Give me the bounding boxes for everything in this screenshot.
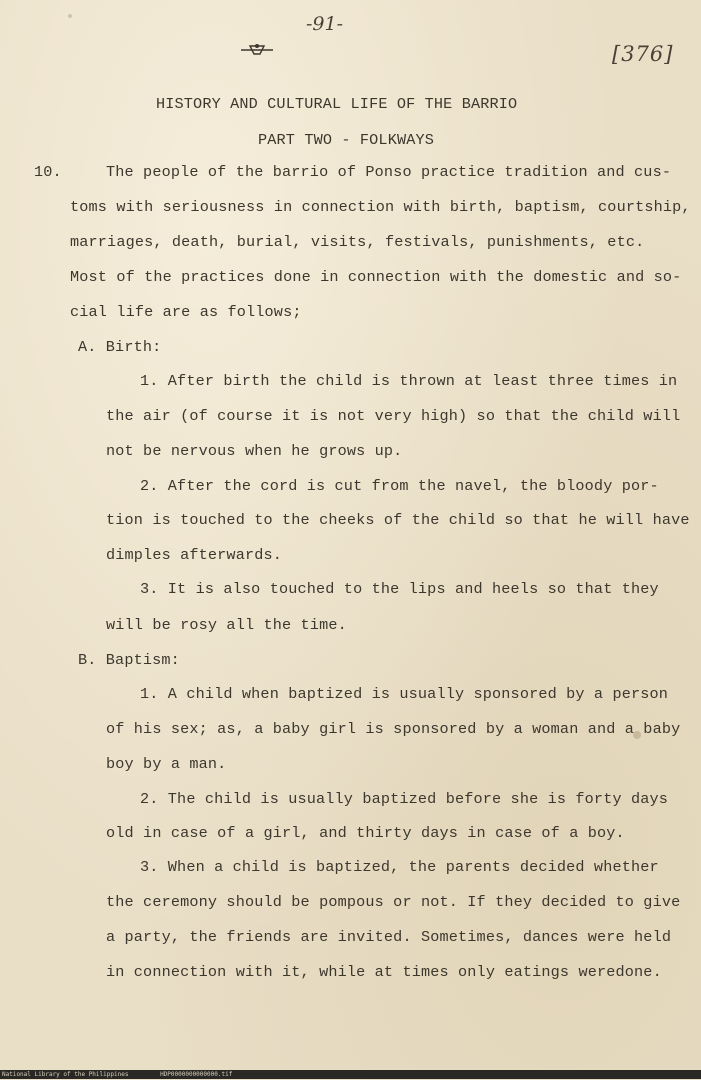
text-line: The people of the barrio of Ponso practice tradition and cus- bbox=[106, 163, 672, 181]
footer-file-id: HDP0000000000000.tif bbox=[160, 1071, 233, 1078]
text-line: tion is touched to the cheeks of the child so that he will have bbox=[106, 511, 690, 529]
text-line: marriages, death, burial, visits, festivals, punishments, etc. bbox=[70, 233, 645, 251]
ornament-icon bbox=[240, 42, 274, 56]
page-number: -91- bbox=[306, 13, 344, 35]
text-line: dimples afterwards. bbox=[106, 546, 283, 564]
text-line: Most of the practices done in connection with the domestic and so- bbox=[70, 268, 682, 286]
paragraph-number: 10. bbox=[34, 163, 62, 181]
text-line: of his sex; as, a baby girl is sponsored by a woman and a baby bbox=[106, 720, 681, 738]
section-heading-baptism: B. Baptism: bbox=[78, 651, 180, 669]
text-line: will be rosy all the time. bbox=[106, 616, 347, 634]
text-line: in connection with it, while at times only eatings weredone. bbox=[106, 963, 662, 981]
text-line: the ceremony should be pompous or not. If they decided to give bbox=[106, 893, 681, 911]
text-line: 2. The child is usually baptized before she is forty days bbox=[140, 790, 669, 808]
text-line: cial life are as follows; bbox=[70, 303, 302, 321]
document-title: HISTORY AND CULTURAL LIFE OF THE BARRIO bbox=[156, 95, 518, 113]
text-line: 3. It is also touched to the lips and heels so that they bbox=[140, 580, 659, 598]
text-line: old in case of a girl, and thirty days in case of a boy. bbox=[106, 824, 625, 842]
text-line: toms with seriousness in connection with birth, baptism, courtship, bbox=[70, 198, 691, 216]
text-line: boy by a man. bbox=[106, 755, 227, 773]
text-line: not be nervous when he grows up. bbox=[106, 442, 403, 460]
archive-footer-bar bbox=[0, 1070, 701, 1079]
text-line: 2. After the cord is cut from the navel, the bloody por- bbox=[140, 477, 659, 495]
section-heading-birth: A. Birth: bbox=[78, 338, 162, 356]
archive-number: [376] bbox=[612, 42, 674, 66]
document-subtitle: PART TWO - FOLKWAYS bbox=[258, 131, 435, 149]
text-line: 1. A child when baptized is usually sponsored by a person bbox=[140, 685, 669, 703]
footer-institution: National Library of the Philippines bbox=[2, 1071, 129, 1078]
text-line: a party, the friends are invited. Sometimes, dances were held bbox=[106, 928, 672, 946]
text-line: 3. When a child is baptized, the parents decided whether bbox=[140, 858, 659, 876]
ink-stain bbox=[68, 14, 72, 18]
text-line: the air (of course it is not very high) so that the child will bbox=[106, 407, 681, 425]
text-line: 1. After birth the child is thrown at least three times in bbox=[140, 372, 678, 390]
